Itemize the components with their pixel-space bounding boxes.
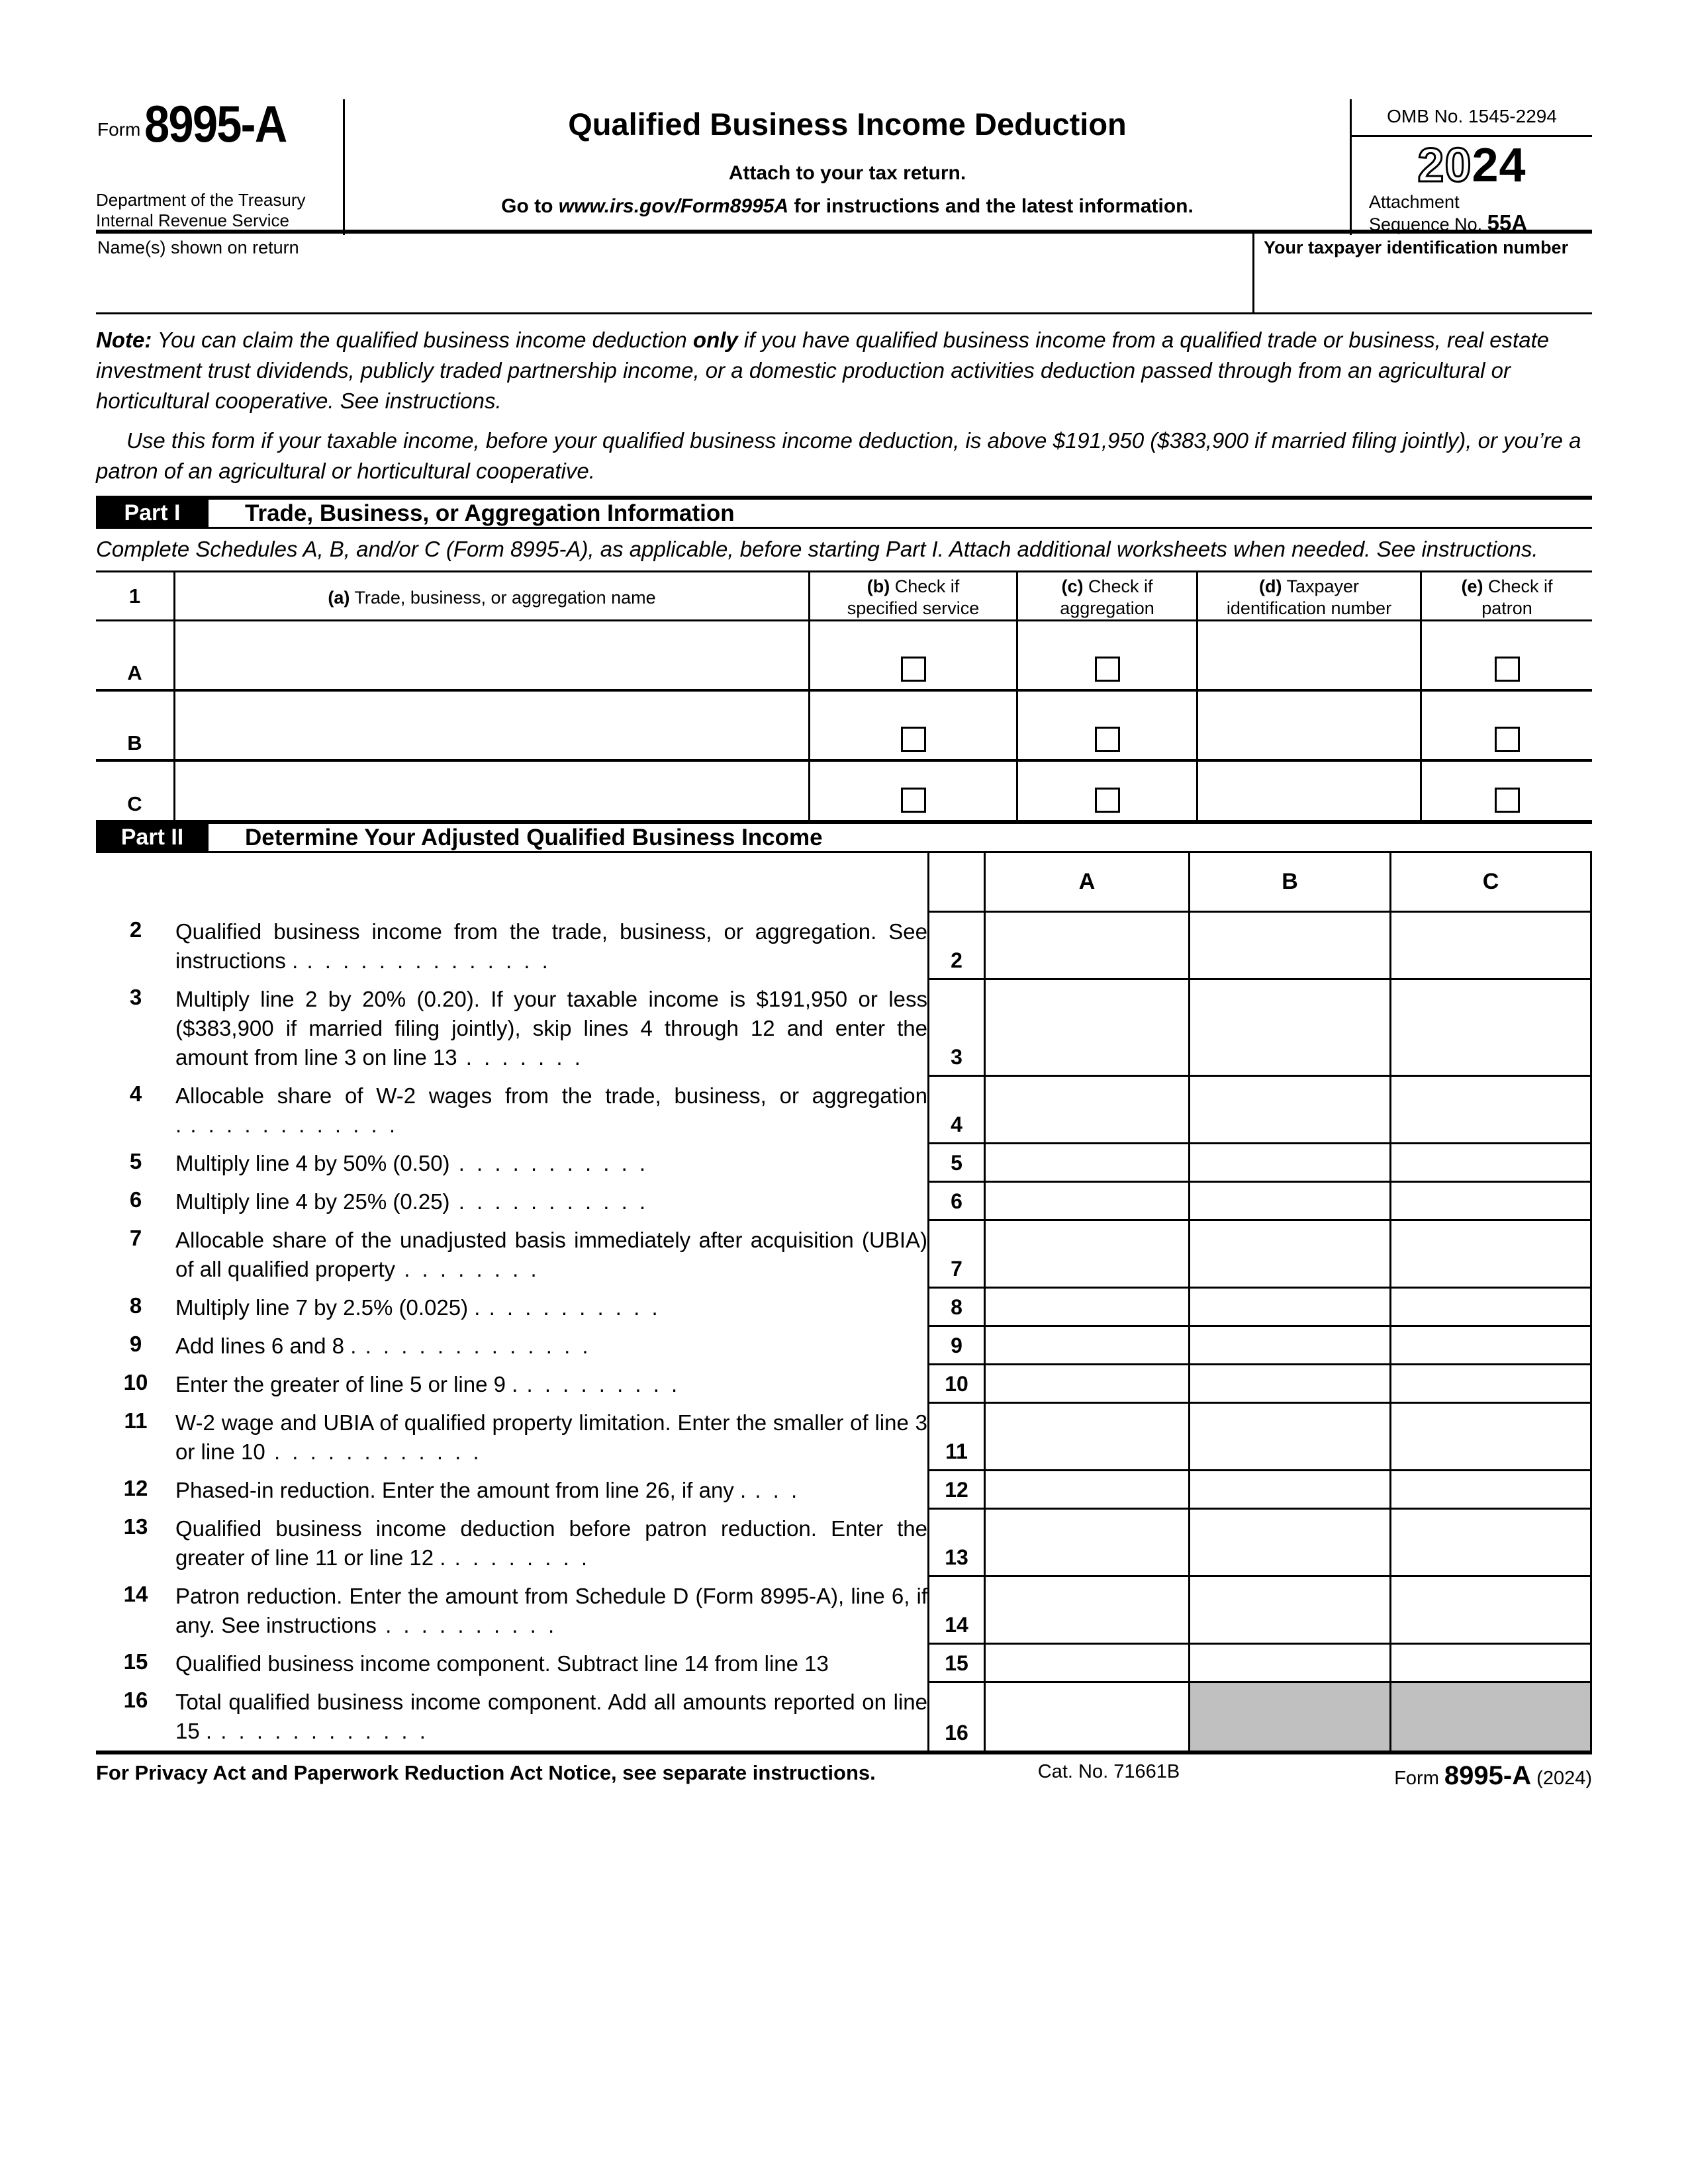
amount-cell-3-a[interactable]	[986, 980, 1190, 1077]
checkbox-specified-service-row-b[interactable]	[901, 727, 926, 752]
amount-cell-10-a[interactable]	[986, 1365, 1190, 1404]
use-form-paragraph: Use this form if your taxable income, before your qualified business income deduction, is above $191,950 ($383,900 if married filing jointly), or you’re a patron of an agricultural or horticultural cooperative.	[96, 428, 1581, 483]
amount-cell-16-a[interactable]	[986, 1683, 1190, 1751]
line-2-number-box: 2	[927, 913, 986, 980]
tin-field[interactable]	[1252, 234, 1592, 312]
omb-number: OMB No. 1545-2294	[1352, 99, 1592, 137]
amount-cell-12-c[interactable]	[1391, 1471, 1592, 1510]
amount-cell-12-a[interactable]	[986, 1471, 1190, 1510]
attach-instruction: Attach to your tax return.	[728, 162, 966, 184]
col-c-header: (c) Check if aggregation	[1018, 572, 1198, 621]
line-4-description: 4 Allocable share of W-2 wages from the trade, business, or aggregation . ............	[129, 1081, 927, 1137]
checkbox-patron-row-a[interactable]	[1495, 657, 1520, 682]
line-11-description: 11 W-2 wage and UBIA of qualified property limitation. Enter the smaller of line 3 or line 10 ............	[124, 1408, 927, 1464]
line-2-description: 2 Qualified business income from the trade, business, or aggregation. See instructions . ..............	[129, 917, 927, 973]
amount-cell-14-c[interactable]	[1391, 1577, 1592, 1645]
column-b-header: B	[1190, 853, 1391, 913]
part2-label: Part II	[96, 824, 209, 851]
line-4-number-box: 4	[927, 1077, 986, 1144]
amount-cell-3-b[interactable]	[1190, 980, 1391, 1077]
line-9-number-box: 9	[927, 1327, 986, 1365]
name-field[interactable]	[96, 234, 1252, 312]
form-footer-reference: Form 8995-A (2024)	[1394, 1761, 1592, 1790]
name-label: Name(s) shown on return	[97, 238, 299, 257]
checkbox-aggregation-row-a[interactable]	[1095, 657, 1120, 682]
input-tin-row-a[interactable]	[1198, 621, 1422, 692]
col-e-header: (e) Check if patron	[1422, 572, 1592, 621]
omb-year-block	[1352, 99, 1592, 235]
line-15-number-box: 15	[927, 1645, 986, 1683]
column-a-header: A	[986, 853, 1190, 913]
amount-cell-15-b[interactable]	[1190, 1645, 1391, 1683]
line-13-description: 13 Qualified business income deduction before patron reduction. Enter the greater of line 11 or line 12 . ........	[123, 1514, 927, 1570]
amount-cell-15-c[interactable]	[1391, 1645, 1592, 1683]
part1-instructions: Complete Schedules A, B, and/or C (Form 8995-A), as applicable, before starting Part I. Attach additional worksheets when needed. See instructions.	[96, 537, 1538, 561]
line-8-number-box: 8	[927, 1289, 986, 1327]
shaded-cell-16-b	[1190, 1683, 1391, 1751]
line-8-description: 8 Multiply line 7 by 2.5% (0.025) . ..........	[129, 1293, 670, 1320]
checkbox-patron-row-b[interactable]	[1495, 727, 1520, 752]
line-14-description: 14 Patron reduction. Enter the amount from Schedule D (Form 8995-A), line 6, if any. See instructions ..........	[123, 1582, 927, 1637]
amount-cell-13-a[interactable]	[986, 1510, 1190, 1577]
amount-cell-3-c[interactable]	[1391, 980, 1592, 1077]
checkbox-cell	[1422, 762, 1592, 820]
checkbox-patron-row-c[interactable]	[1495, 788, 1520, 813]
amount-cell-5-b[interactable]	[1190, 1144, 1391, 1183]
line-5-number-box: 5	[927, 1144, 986, 1183]
line-15-description: 15 Qualified business income component. Subtract line 14 from line 13	[123, 1649, 829, 1676]
part2-table	[96, 853, 1592, 1754]
amount-cell-5-c[interactable]	[1391, 1144, 1592, 1183]
tin-label: Your taxpayer identification number	[1264, 238, 1569, 257]
checkbox-specified-service-row-a[interactable]	[901, 657, 926, 682]
row-letter-a: A	[96, 621, 175, 692]
amount-cell-4-a[interactable]	[986, 1077, 1190, 1144]
amount-cell-8-a[interactable]	[986, 1289, 1190, 1327]
line-10-number-box: 10	[927, 1365, 986, 1404]
amount-cell-10-b[interactable]	[1190, 1365, 1391, 1404]
amount-cell-10-c[interactable]	[1391, 1365, 1592, 1404]
catalog-number: Cat. No. 71661B	[1037, 1761, 1180, 1782]
input-tin-row-c[interactable]	[1198, 762, 1422, 820]
line-16-description: 16 Total qualified business income component. Add all amounts reported on line 15 . ............	[123, 1688, 927, 1743]
part1-title: Trade, Business, or Aggregation Information	[245, 500, 735, 526]
line-12-description: 12 Phased-in reduction. Enter the amount from line 26, if any . ...	[123, 1476, 810, 1502]
amount-cell-7-a[interactable]	[986, 1221, 1190, 1289]
department-line-2: Internal Revenue Service	[96, 210, 289, 230]
line-9-description: 9 Add lines 6 and 8 . .............	[129, 1332, 600, 1358]
line-7-number-box: 7	[927, 1221, 986, 1289]
form-title: Qualified Business Income Deduction	[568, 107, 1127, 142]
col-a-header: (a) Trade, business, or aggregation name	[175, 572, 810, 621]
amount-cell-14-b[interactable]	[1190, 1577, 1391, 1645]
amount-cell-7-c[interactable]	[1391, 1221, 1592, 1289]
amount-cell-11-a[interactable]	[986, 1404, 1190, 1471]
form-title-block	[345, 99, 1352, 235]
amount-cell-8-b[interactable]	[1190, 1289, 1391, 1327]
line-13-number-box: 13	[927, 1510, 986, 1577]
amount-cell-9-c[interactable]	[1391, 1327, 1592, 1365]
line-6-number-box: 6	[927, 1183, 986, 1221]
amount-cell-9-b[interactable]	[1190, 1327, 1391, 1365]
amount-cell-8-c[interactable]	[1391, 1289, 1592, 1327]
part1-header-bar	[96, 496, 1592, 529]
amount-cell-11-c[interactable]	[1391, 1404, 1592, 1471]
amount-cell-6-a[interactable]	[986, 1183, 1190, 1221]
part1-table	[96, 570, 1592, 820]
column-c-header: C	[1391, 853, 1592, 913]
form-word: Form	[97, 119, 141, 140]
checkbox-cell	[810, 621, 1018, 692]
line-12-number-box: 12	[927, 1471, 986, 1510]
checkbox-cell	[1018, 762, 1198, 820]
form-header	[96, 95, 1592, 235]
part1-label: Part I	[96, 500, 209, 527]
input-business-name-row-b[interactable]	[175, 692, 810, 762]
spacer	[96, 853, 927, 913]
amount-cell-15-a[interactable]	[986, 1645, 1190, 1683]
part2-header-bar	[96, 820, 1592, 853]
tax-year: 2024	[1417, 139, 1526, 192]
part1-row1-number: 1	[96, 572, 175, 621]
irs-url: www.irs.gov/Form8995A	[558, 195, 789, 217]
shaded-cell-16-c	[1391, 1683, 1592, 1751]
amount-cell-4-b[interactable]	[1190, 1077, 1391, 1144]
line-6-description: 6 Multiply line 4 by 25% (0.25) ...........	[129, 1187, 658, 1214]
checkbox-cell	[1422, 692, 1592, 762]
row-letter-b: B	[96, 692, 175, 762]
amount-cell-5-a[interactable]	[986, 1144, 1190, 1183]
line-7-description: 7 Allocable share of the unadjusted basis immediately after acquisition (UBIA) of all qualified property ........	[129, 1226, 927, 1281]
form-id-block	[96, 95, 345, 235]
amount-cell-9-a[interactable]	[986, 1327, 1190, 1365]
amount-cell-14-a[interactable]	[986, 1577, 1190, 1645]
privacy-act-notice: For Privacy Act and Paperwork Reduction Act Notice, see separate instructions.	[96, 1761, 876, 1784]
form-footer	[96, 1761, 1592, 1791]
input-business-name-row-a[interactable]	[175, 621, 810, 692]
line-3-number-box: 3	[927, 980, 986, 1077]
checkbox-aggregation-row-c[interactable]	[1095, 788, 1120, 813]
line-11-number-box: 11	[927, 1404, 986, 1471]
input-tin-row-b[interactable]	[1198, 692, 1422, 762]
name-tin-row	[96, 234, 1592, 314]
amount-cell-2-b[interactable]	[1190, 913, 1391, 980]
form-number: 8995-A	[144, 95, 287, 153]
checkbox-aggregation-row-b[interactable]	[1095, 727, 1120, 752]
attachment-sequence: Attachment Sequence No. 55A	[1369, 192, 1528, 235]
goto-instruction: Go to www.irs.gov/Form8995A for instructions and the latest information.	[501, 195, 1194, 217]
checkbox-specified-service-row-c[interactable]	[901, 788, 926, 813]
amount-cell-7-b[interactable]	[1190, 1221, 1391, 1289]
line-3-description: 3 Multiply line 2 by 20% (0.20). If your taxable income is $191,950 or less ($383,900 if married filing jointly), skip lines 4 through 12 and enter the amount from line 3 on line 13 .......	[129, 985, 927, 1069]
checkbox-cell	[1018, 692, 1198, 762]
amount-cell-6-b[interactable]	[1190, 1183, 1391, 1221]
col-b-header: (b) Check if specified service	[810, 572, 1018, 621]
line-5-description: 5 Multiply line 4 by 50% (0.50) ...........	[129, 1149, 658, 1175]
amount-cell-13-b[interactable]	[1190, 1510, 1391, 1577]
checkbox-cell	[1018, 621, 1198, 692]
line-16-number-box: 16	[927, 1683, 986, 1751]
note-paragraph: Note: You can claim the qualified business income deduction only if you have qualified business income from a qualified trade or business, real estate investment trust dividends, publicly traded partnership income, or a domestic production activities deduction passed through from an agricultural or horticultural cooperative. See instructions.	[96, 328, 1550, 413]
col-d-header: (d) Taxpayer identification number	[1198, 572, 1422, 621]
part2-title: Determine Your Adjusted Qualified Business Income	[245, 824, 823, 850]
line-14-number-box: 14	[927, 1577, 986, 1645]
checkbox-cell	[810, 692, 1018, 762]
row-letter-c: C	[96, 762, 175, 820]
line-number-header-cell	[927, 853, 986, 913]
line-10-description: 10 Enter the greater of line 5 or line 9 . .........	[123, 1370, 690, 1396]
amount-cell-2-a[interactable]	[986, 913, 1190, 980]
input-business-name-row-c[interactable]	[175, 762, 810, 820]
amount-cell-11-b[interactable]	[1190, 1404, 1391, 1471]
amount-cell-12-b[interactable]	[1190, 1471, 1391, 1510]
department-line-1: Department of the Treasury	[96, 190, 306, 210]
amount-cell-6-c[interactable]	[1391, 1183, 1592, 1221]
checkbox-cell	[810, 762, 1018, 820]
amount-cell-13-c[interactable]	[1391, 1510, 1592, 1577]
amount-cell-4-c[interactable]	[1391, 1077, 1592, 1144]
checkbox-cell	[1422, 621, 1592, 692]
amount-cell-2-c[interactable]	[1391, 913, 1592, 980]
